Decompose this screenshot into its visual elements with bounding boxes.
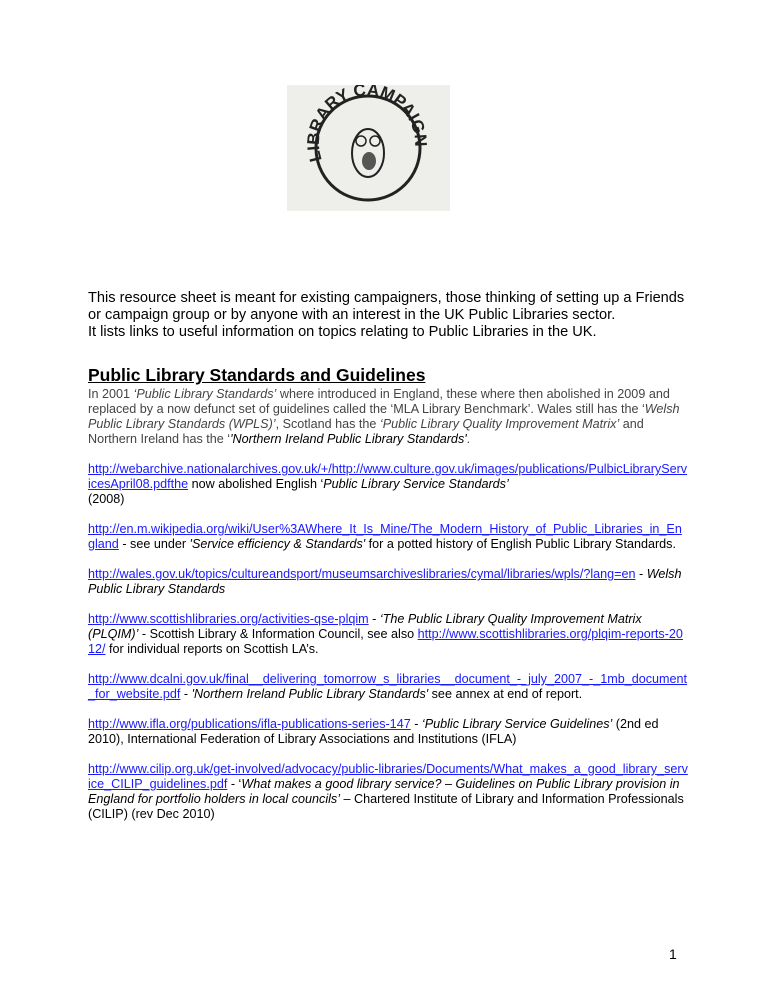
text: 'Service efficiency & Standards': [189, 537, 366, 551]
resource-entry: [88, 522, 688, 552]
intro: [88, 290, 688, 341]
library-campaign-logo: [287, 85, 450, 211]
text: and Northern Ireland has the ‘: [88, 417, 644, 446]
resource-link[interactable]: http://wales.gov.uk/topics/cultureandsport/museumsarchiveslibraries/cymal/libraries/wpls/?lang=en: [88, 567, 636, 581]
resource-entry: [88, 612, 688, 657]
text: .: [466, 432, 471, 446]
intro-line-1: This resource sheet is meant for existing campaigners, those thinking of setting up a Friends or campaign group or by anyone with an interest in the UK Public Libraries sector.: [88, 290, 685, 323]
document-body: [88, 290, 688, 837]
text: -: [410, 717, 422, 731]
text: In 2001: [88, 387, 134, 401]
text: see annex at end of report.: [428, 687, 583, 701]
text: What makes a good library service? – Guidelines on Public Library provision in England for portfolio holders in local councils’: [88, 777, 680, 806]
text: -: [180, 687, 192, 701]
text: , Scotland has the: [275, 417, 380, 431]
text: (2nd ed 2010), International Federation of Library Associations and Institutions (IFLA): [88, 717, 659, 746]
text: now abolished English ‘: [188, 477, 324, 491]
resource-link-secondary[interactable]: http://www.scottishlibraries.org/plqim-reports-2012/: [88, 627, 683, 656]
text: -: [635, 567, 647, 581]
intro-line-2: It lists links to useful information on topics relating to Public Libraries in the UK.: [88, 324, 597, 340]
text: - see under: [118, 537, 190, 551]
section-intro-paragraph: [88, 387, 688, 447]
resource-entry: [88, 567, 688, 597]
text: ‘Public Library Quality Improvement Matrix’: [379, 417, 620, 431]
resource-entry: [88, 672, 688, 702]
text: Public Library Service Standards’: [323, 477, 509, 491]
resource-link[interactable]: http://www.scottishlibraries.org/activities-qse-plqim: [88, 612, 369, 626]
resource-link[interactable]: http://www.cilip.org.uk/get-involved/advocacy/public-libraries/Documents/What_makes_a_good_library_service_CILIP_guidelines.pdf: [88, 762, 688, 791]
svg-text:LIBRARY CAMPAIGN: LIBRARY CAMPAIGN: [303, 85, 431, 164]
text: ‘The Public Library Quality Improvement Matrix (PLQIM)’: [88, 612, 642, 641]
text: ‘Public Library Standards’: [133, 387, 277, 401]
text: for individual reports on Scottish LA’s.: [105, 642, 319, 656]
text: ‘Public Library Service Guidelines’: [421, 717, 613, 731]
text: - Scottish Library & Information Council, see also: [138, 627, 418, 641]
text: for a potted history of English Public Library Standards.: [365, 537, 676, 551]
resource-link[interactable]: http://www.dcalni.gov.uk/final__delivering_tomorrow_s_libraries__document_-_july_2007_-_1mb_document_for_website.pdf: [88, 672, 688, 701]
text: Welsh Public Library Standards (WPLS)’: [88, 402, 680, 431]
text: -: [368, 612, 380, 626]
text: (2008): [88, 492, 125, 506]
text: 'Northern Ireland Public Library Standards': [230, 432, 467, 446]
text: Welsh Public Library Standards: [88, 567, 682, 596]
section-heading: Public Library Standards and Guidelines: [88, 365, 426, 385]
text: – Chartered Institute of Library and Information Professionals (CILIP) (rev Dec 2010): [88, 792, 684, 821]
text: 'Northern Ireland Public Library Standards': [191, 687, 429, 701]
resource-entry: [88, 762, 688, 822]
resource-link[interactable]: http://www.ifla.org/publications/ifla-publications-series-147: [88, 717, 411, 731]
resource-link[interactable]: http://en.m.wikipedia.org/wiki/User%3AWhere_It_Is_Mine/The_Modern_History_of_Public_Libraries_in_England: [88, 522, 682, 551]
text: - ‘: [227, 777, 242, 791]
resource-entry: [88, 717, 688, 747]
resource-entry: [88, 462, 688, 507]
text: where introduced in England, these where then abolished in 2009 and replaced by a now defunct set of guidelines called the ‘MLA Library Benchmark’. Wales still has the ‘: [88, 387, 670, 416]
resource-link[interactable]: http://webarchive.nationalarchives.gov.uk/+/http://www.culture.gov.uk/images/publications/PulbicLibraryServicesApril08.pdfthe: [88, 462, 688, 491]
page-number: 1: [669, 946, 677, 962]
